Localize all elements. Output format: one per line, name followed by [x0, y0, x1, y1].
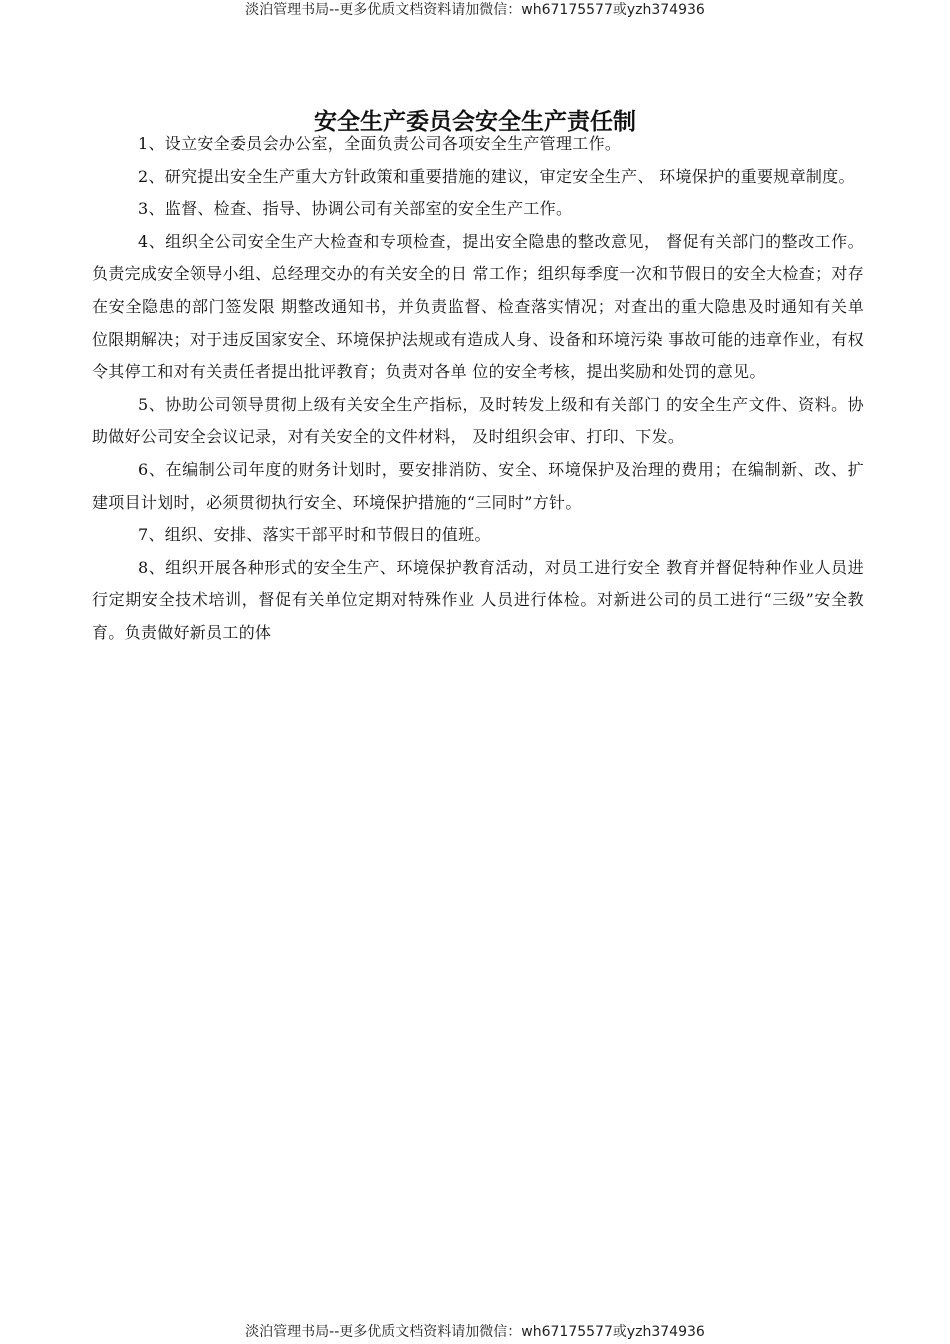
paragraph-1: 1、设立安全委员会办公室，全面负责公司各项安全生产管理工作。 — [138, 134, 622, 153]
document-body — [92, 128, 864, 650]
document-title: 安全生产委员会安全生产责任制 — [314, 109, 636, 136]
paragraph-2: 2、研究提出安全生产重大方针政策和重要措施的建议，审定安全生产、 环境保护的重要规章制度。 — [138, 166, 855, 186]
paragraph-8: 8、组织开展各种形式的安全生产、环境保护教育活动，对员工进行安全 教育并督促特种作业人员进行定期安全技术培训，督促有关单位定期对特殊作业 人员进行体检。对新进公司的员工进行“三级”安全教育。负责做好新员工的体 — [92, 557, 864, 642]
page-header-note: 淡泊管理书局--更多优质文档资料请加微信：wh67175577或yzh374936 — [245, 2, 705, 18]
page-footer-note: 淡泊管理书局--更多优质文档资料请加微信：wh67175577或yzh374936 — [245, 1324, 705, 1340]
paragraph-4: 4、组织全公司安全生产大检查和专项检查，提出安全隐患的整改意见， 督促有关部门的整改工作。负责完成安全领导小组、总经理交办的有关安全的日 常工作；组织每季度一次和节假日的安全大检查；对存在安全隐患的部门签发限 期整改通知书，并负责监督、检查落实情况；对查出的重大隐患及时通知有关单 位限期解决；对于违反国家安全、环境保护法规或有造成人身、设备和环境污染 事故可能的违章作业，有权令其停工和对有关责任者提出批评教育；负责对各单 位的安全考核，提出奖励和处罚的意见。 — [92, 231, 864, 382]
paragraph-6: 6、在编制公司年度的财务计划时，要安排消防、安全、环境保护及治理的费用；在编制新、改、扩建项目计划时，必须贯彻执行安全、环境保护措施的“三同时”方针。 — [92, 459, 864, 512]
paragraph-5: 5、协助公司领导贯彻上级有关安全生产指标，及时转发上级和有关部门 的安全生产文件、资料。协助做好公司安全会议记录，对有关安全的文件材料， 及时组织会审、打印、下发。 — [92, 394, 864, 447]
paragraph-7: 7、组织、安排、落实干部平时和节假日的值班。 — [138, 525, 491, 545]
paragraph-3: 3、监督、检查、指导、协调公司有关部室的安全生产工作。 — [138, 199, 573, 219]
